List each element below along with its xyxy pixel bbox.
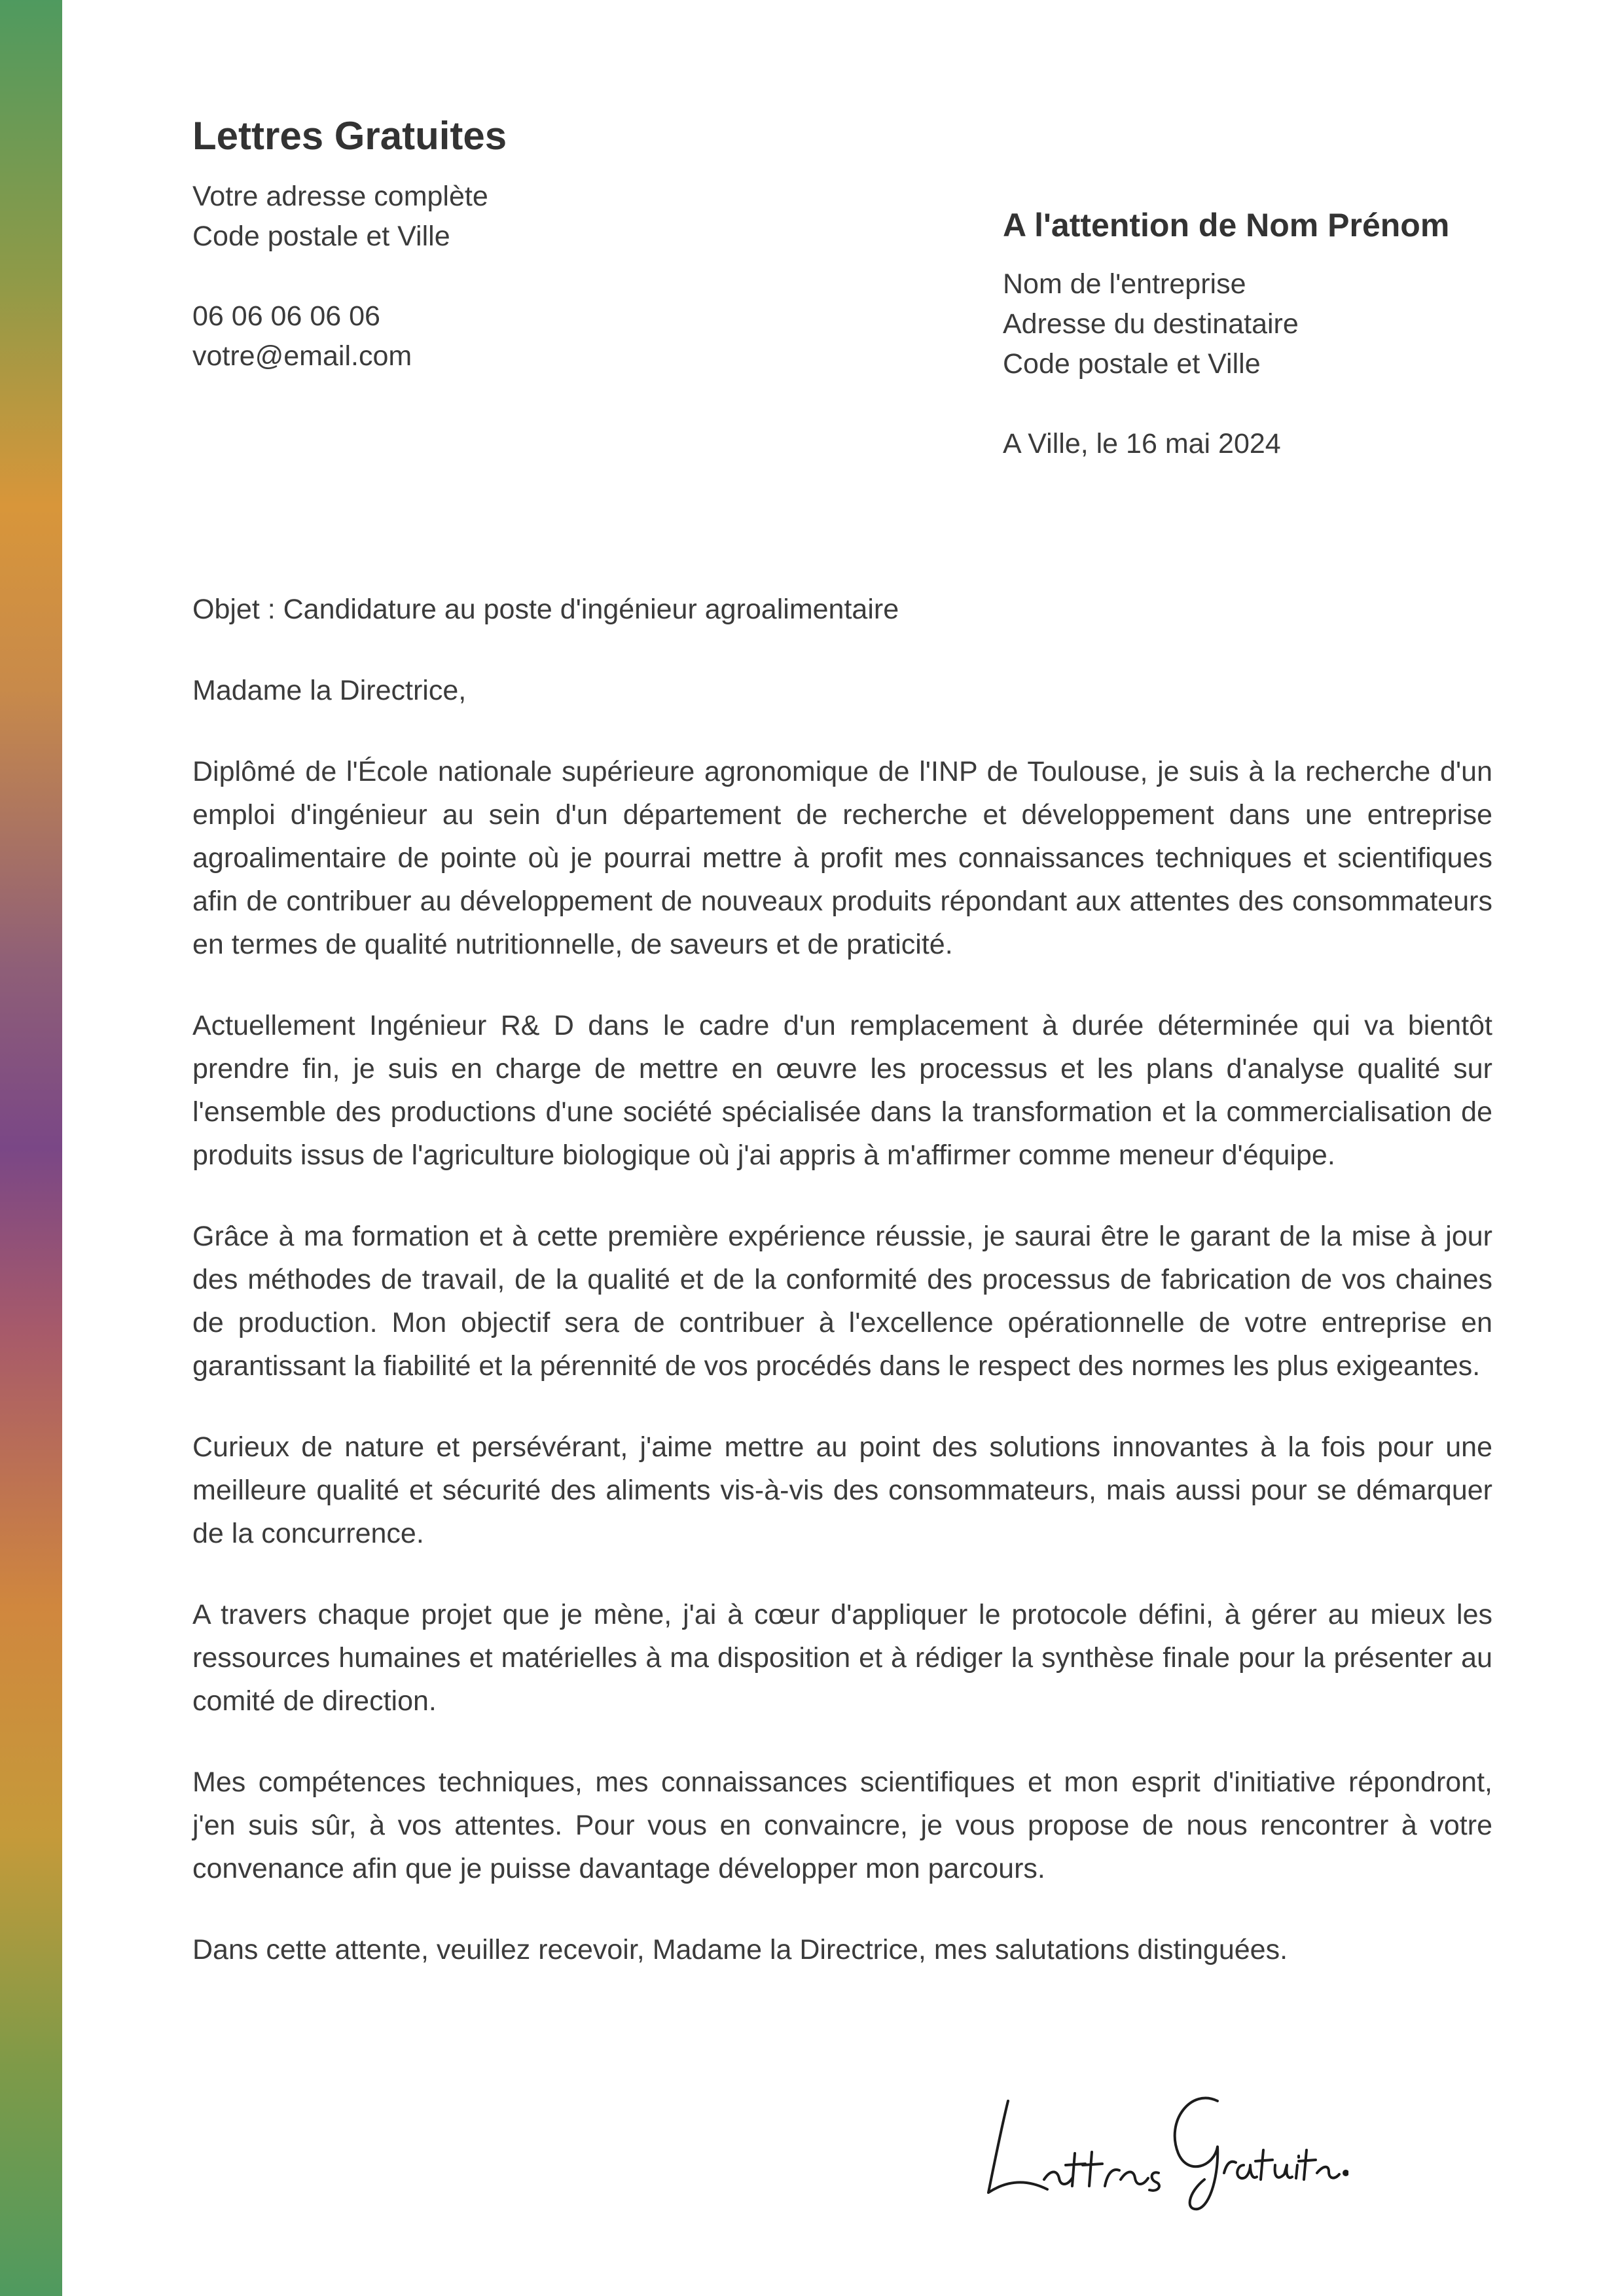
letter-paragraph: Curieux de nature et persévérant, j'aime mettre au point des solutions innovantes à la fois pour une meilleure qualité et sécurité des aliments vis-à-vis des consommateurs, mais aussi pour se démarquer de la concurrence. — [192, 1431, 1492, 1549]
letter-paragraph: Actuellement Ingénieur R& D dans le cadre d'un remplacement à durée déterminée qui va bientôt prendre fin, je suis en charge de mettre en œuvre les processus et les plans d'analyse qualité sur l'ensemble des productions d'une société spécialisée dans la transformation et la commercialisation de produits issus de l'agriculture biologique où j'ai appris à m'affirmer comme meneur d'équipe. — [192, 1010, 1492, 1171]
letter-body — [192, 588, 1492, 2009]
letter-salutation: Madame la Directrice, — [192, 675, 467, 706]
decorative-side-band — [0, 0, 62, 2296]
letter-paragraph: Mes compétences techniques, mes connaissances scientifiques et mon esprit d'initiative répondront, j'en suis sûr, à vos attentes. Pour vous en convaincre, je vous propose de nous rencontrer à votre convenance afin que je puisse davantage développer mon parcours. — [192, 1767, 1492, 1884]
letter-date: A Ville, le 16 mai 2024 — [1003, 428, 1281, 459]
sender-address-line2: Code postale et Ville — [192, 221, 450, 252]
sender-address-line1: Votre adresse complète — [192, 181, 488, 212]
letter-subject: Objet : Candidature au poste d'ingénieur agroalimentaire — [192, 594, 899, 625]
sender-phone: 06 06 06 06 06 — [192, 300, 380, 332]
sender-block — [192, 110, 782, 376]
sender-email: votre@email.com — [192, 340, 412, 372]
recipient-block — [1003, 203, 1592, 464]
sender-name: Lettres Gratuites — [192, 114, 507, 158]
letter-paragraph: Diplômé de l'École nationale supérieure agronomique de l'INP de Toulouse, je suis à la recherche d'un emploi d'ingénieur au sein d'un département de recherche et développement dans une entreprise agroalimentaire de pointe où je pourrai mettre à profit mes connaissances techniques et scientifiques afin de contribuer au développement de nouveaux produits répondant aux attentes des consommateurs en termes de qualité nutritionnelle, de saveurs et de praticité. — [192, 756, 1492, 960]
recipient-company: Nom de l'entreprise — [1003, 268, 1246, 300]
letter-closing: Dans cette attente, veuillez recevoir, Madame la Directrice, mes salutations distinguées. — [192, 1934, 1288, 1965]
handwritten-signature — [982, 2081, 1348, 2212]
recipient-address: Adresse du destinataire — [1003, 308, 1299, 340]
recipient-attention: A l'attention de Nom Prénom — [1003, 207, 1450, 243]
letter-paragraph: A travers chaque projet que je mène, j'ai à cœur d'appliquer le protocole défini, à gérer au mieux les ressources humaines et matérielles à ma disposition et à rédiger la synthèse finale pour la présenter au comité de direction. — [192, 1599, 1492, 1717]
letter-paragraph: Grâce à ma formation et à cette première expérience réussie, je saurai être le garant de la mise à jour des méthodes de travail, de la qualité et de la conformité des processus de fabrication de vos chaines de production. Mon objectif sera de contribuer à l'excellence opérationnelle de votre entreprise en garantissant la fiabilité et la pérennité de vos procédés dans le respect des normes les plus exigeantes. — [192, 1221, 1492, 1382]
recipient-city: Code postale et Ville — [1003, 348, 1261, 380]
